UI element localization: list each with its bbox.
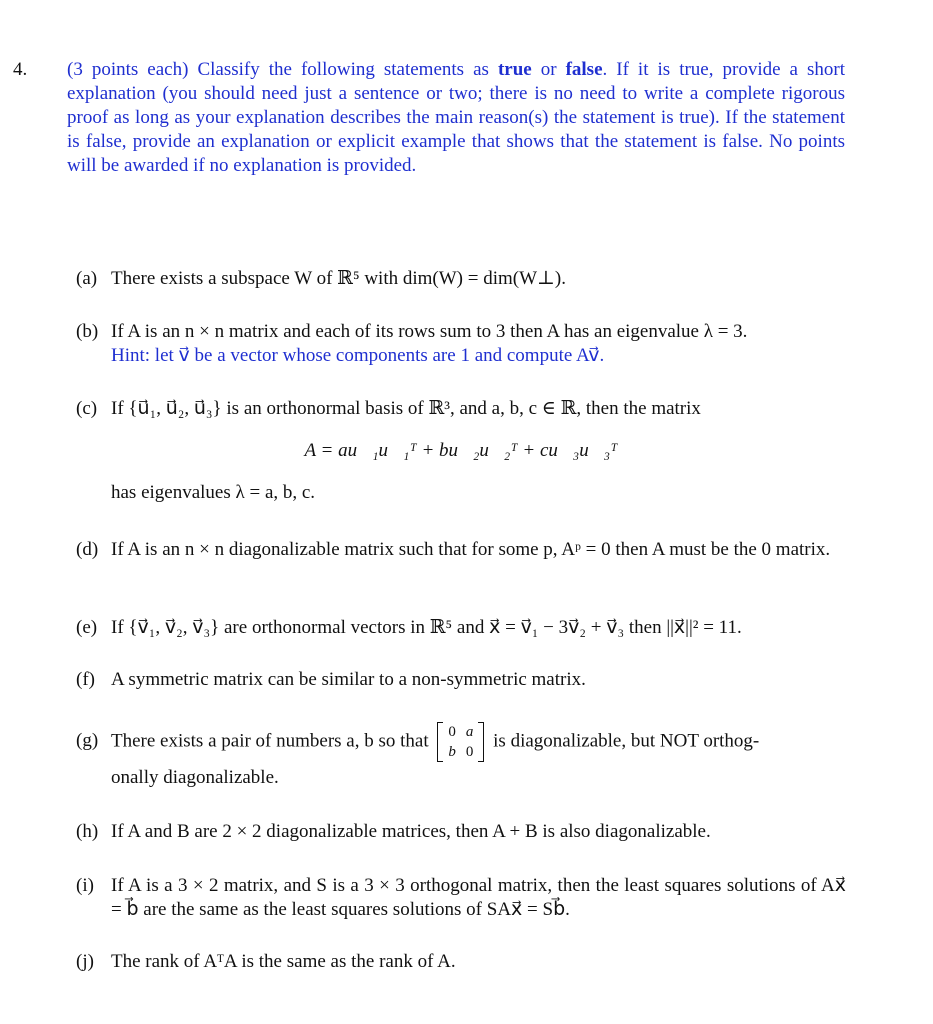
item-text-line2: onally diagonalizable. <box>111 767 279 788</box>
intro-part1: (3 points each) Classify the following statements as <box>67 59 498 80</box>
item-a <box>76 267 846 291</box>
item-label: (g) <box>76 730 99 752</box>
item-label: (i) <box>76 875 94 896</box>
item-i <box>76 874 846 922</box>
item-c <box>76 397 846 505</box>
item-text: If A is an n × n diagonalizable matrix such that for some p, Aᵖ = 0 then A must be the 0 matrix. <box>111 539 831 560</box>
item-label: (h) <box>76 821 99 842</box>
intro-part2: . If it is true, provide a short explanation (you should need just a sentence or two; there is no need to write a complete rigorous proof as long as your explanation describes the main reason(s) the statement is true). If the statement is false, provide an explanation or explicit example that shows that the statement is false. No points will be awarded if no explanation is provided. <box>67 59 845 176</box>
item-d <box>76 538 846 562</box>
item-g <box>76 722 846 790</box>
item-label: (b) <box>76 321 99 342</box>
item-equation: A = au⃗₁u⃗₁ᵀ + bu⃗₂u⃗₂ᵀ + cu⃗₃u⃗₃ᵀ <box>304 440 618 461</box>
item-text: If {u⃗₁, u⃗₂, u⃗₃} is an orthonormal basis of ℝ³, and a, b, c ∈ ℝ, then the matrix <box>111 398 701 419</box>
matrix-entry: 0 <box>448 724 456 740</box>
matrix-2x2 <box>437 722 484 762</box>
matrix-entry: a <box>465 724 474 740</box>
item-h <box>76 820 846 844</box>
item-hint: Hint: let v⃗ be a vector whose components are 1 and compute Av⃗. <box>111 345 605 366</box>
item-label: (c) <box>76 398 98 419</box>
item-text: If A and B are 2 × 2 diagonalizable matrices, then A + B is also diagonalizable. <box>111 821 711 842</box>
or-word: or <box>531 59 566 80</box>
item-text: If A is an n × n matrix and each of its rows sum to 3 then A has an eigenvalue λ = 3. <box>111 321 748 342</box>
false-word: false <box>565 59 603 80</box>
item-text-after: is diagonalizable, but NOT orthog- <box>493 730 760 752</box>
item-j <box>76 950 846 974</box>
item-text-before: There exists a pair of numbers a, b so that <box>111 730 429 752</box>
item-b <box>76 320 846 368</box>
item-text: If {v⃗₁, v⃗₂, v⃗₃} are orthonormal vectors in ℝ⁵ and x⃗ = v⃗₁ − 3v⃗₂ + v⃗₃ then ||x⃗||² = 11. <box>111 617 742 638</box>
item-label: (e) <box>76 617 98 638</box>
item-text: There exists a subspace W of ℝ⁵ with dim(W) = dim(W⊥). <box>111 268 566 289</box>
problem-number: 4. <box>13 59 28 80</box>
item-label: (j) <box>76 951 94 972</box>
problem-intro <box>13 58 845 178</box>
item-text: A symmetric matrix can be similar to a non-symmetric matrix. <box>111 669 586 690</box>
item-label: (a) <box>76 268 98 289</box>
item-e <box>76 616 846 640</box>
true-word: true <box>497 59 532 80</box>
item-text: If A is a 3 × 2 matrix, and S is a 3 × 3 orthogonal matrix, then the least squares solutions of Ax⃗ = b⃗ are the same as the least squares solutions of SAx⃗ = Sb⃗. <box>111 875 846 920</box>
matrix-entry: 0 <box>465 744 474 760</box>
item-label: (f) <box>76 669 95 690</box>
item-f <box>76 668 846 692</box>
matrix-entry: b <box>448 744 456 760</box>
item-tail: has eigenvalues λ = a, b, c. <box>111 482 316 503</box>
item-text: The rank of AᵀA is the same as the rank of A. <box>111 951 456 972</box>
item-label: (d) <box>76 539 99 560</box>
